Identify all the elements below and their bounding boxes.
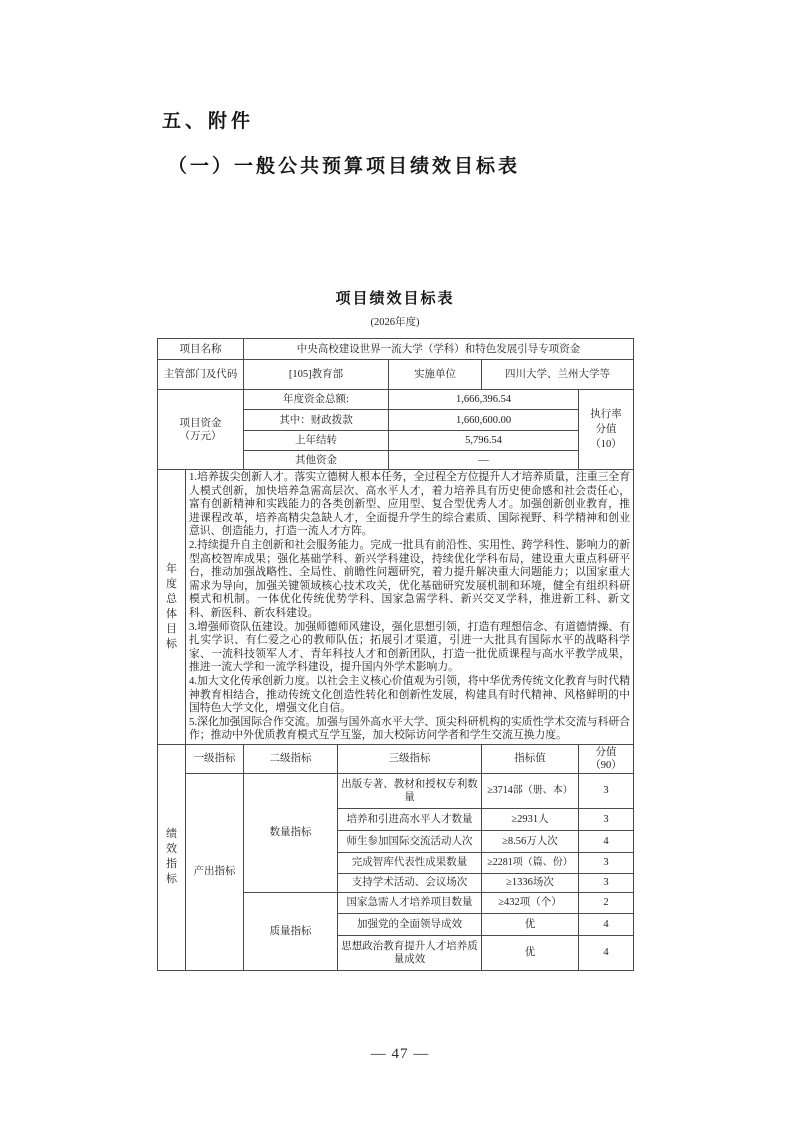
dept-label: 主管部门及代码 — [158, 360, 244, 390]
level1-output: 产出指标 — [186, 773, 244, 970]
indicator-name: 国家急需人才培养项目数量 — [338, 892, 482, 913]
indicators-label: 绩效指标 — [158, 744, 186, 970]
indicator-name: 培养和引进高水平人才数量 — [338, 808, 482, 830]
indicator-score: 2 — [579, 892, 634, 913]
funds-row-name: 年度资金总额: — [244, 390, 389, 410]
header-level1: 一级指标 — [186, 744, 244, 773]
performance-target-table — [157, 338, 634, 971]
indicator-score: 3 — [579, 873, 634, 892]
indicator-name: 支持学术活动、会议场次 — [338, 873, 482, 892]
subsection-heading: （一）一般公共预算项目绩效目标表 — [168, 156, 521, 177]
table-row — [158, 339, 634, 360]
indicator-score: 3 — [579, 808, 634, 830]
indicator-score: 3 — [579, 852, 634, 873]
indicator-target: ≥3714部（册、本） — [482, 773, 579, 808]
indicator-target: ≥2931人 — [482, 808, 579, 830]
indicator-score: 4 — [579, 935, 634, 970]
indicator-target: ≥2281项（篇、份） — [482, 852, 579, 873]
indicator-name: 完成智库代表性成果数量 — [338, 852, 482, 873]
funds-label: 项目资金 （万元） — [158, 390, 244, 470]
indicator-row — [158, 773, 634, 808]
indicator-score: 4 — [579, 913, 634, 935]
table-row — [158, 470, 634, 745]
indicator-name: 加强党的全面领导成效 — [338, 913, 482, 935]
funds-row-value: 1,660,600.00 — [389, 410, 579, 431]
indicator-header-row — [158, 744, 634, 773]
indicator-score: 4 — [579, 830, 634, 852]
table-title: 项目绩效目标表 — [335, 291, 455, 307]
funds-row-value: 1,666,396.54 — [389, 390, 579, 410]
level2-quality: 质量指标 — [244, 892, 338, 970]
page-number: — 47 — — [370, 1046, 430, 1062]
indicator-score: 3 — [579, 773, 634, 808]
indicator-target: ≥432项（个） — [482, 892, 579, 913]
indicator-target: 优 — [482, 935, 579, 970]
header-level3: 三级指标 — [338, 744, 482, 773]
annual-goal-label: 年度总体目标 — [158, 470, 186, 745]
dept-value: [105]教育部 — [244, 360, 389, 390]
impl-unit-label: 实施单位 — [389, 360, 482, 390]
annual-goal-text: 1.培养拔尖创新人才。落实立德树人根本任务，全过程全方位提升人才培养质量，注重三全育人模式创新，加快培养急需高层次、高水平人才，着力培养具有历史使命感和社会责任心，富有创新精神和实践能力的各类创新型、应用型、复合型优秀人才。加强创新创业教育，推进课程改革，培养高精尖急缺人才，全面提升学生的综合素质、国际视野、科学精神和创业意识、创造能力，打造一流人才方阵。 2.持续提升自主创新和社会服务能力。完成一批具有前沿性、实用性、跨学科性、影响力的新型高校智库成果；强化基础学科、新兴学科建设，持续优化学科布局，建设重大重点科研平台，推动加强战略性、全局性、前瞻性问题研究，着力提升解决重大问题能力；以国家重大需求为导向，加强关键领域核心技术攻关，优化基础研究发展机制和环境，健全有组织科研模式和机制。一体优化传统优势学科、国家急需学科、新兴交叉学科，推进新工科、新文科、新医科、新农科建设。 3.增强师资队伍建设。加强师德师风建设，强化思想引领，打造有理想信念、有道德情操、有扎实学识、有仁爱之心的教师队伍；拓展引才渠道，引进一大批具有国际水平的战略科学家、一流科技领军人才、青年科技人才和创新团队，打造一批优质课程与高水平教学成果，推进一流大学和一流学科建设，提升国内外学术影响力。 4.加大文化传承创新力度。以社会主义核心价值观为引领，将中华优秀传统文化教育与时代精神教育相结合，推动传统文化创造性转化和创新性发展，构建具有时代精神、风格鲜明的中国特色大学文化，增强文化自信。 5.深化加强国际合作交流。加强与国外高水平大学、顶尖科研机构的实质性学术交流与科研合作；推动中外优质教育模式互学互鉴，加大校际访问学者和学生交流互换力度。 — [186, 470, 634, 745]
funds-row-value: — — [389, 451, 579, 470]
impl-unit-value: 四川大学、兰州大学等 — [482, 360, 634, 390]
indicator-name: 出版专著、教材和授权专利数量 — [338, 773, 482, 808]
level2-quantity: 数量指标 — [244, 773, 338, 892]
indicator-name: 师生参加国际交流活动人次 — [338, 830, 482, 852]
project-name-value: 中央高校建设世界一流大学（学科）和特色发展引导专项资金 — [244, 339, 634, 360]
execution-rate-score: 执行率 分值 （10） — [579, 390, 634, 470]
header-target: 指标值 — [482, 744, 579, 773]
funds-row-name: 上年结转 — [244, 431, 389, 451]
funds-row-value: 5,796.54 — [389, 431, 579, 451]
funds-row-name: 其中：财政拨款 — [244, 410, 389, 431]
indicator-target: ≥8.56万人次 — [482, 830, 579, 852]
funds-row-name: 其他资金 — [244, 451, 389, 470]
header-score: 分值 （90） — [579, 744, 634, 773]
header-level2: 二级指标 — [244, 744, 338, 773]
indicator-name: 思想政治教育提升人才培养质量成效 — [338, 935, 482, 970]
section-heading: 五、附件 — [162, 111, 255, 132]
table-row — [158, 390, 634, 410]
table-row — [158, 360, 634, 390]
indicator-target: 优 — [482, 913, 579, 935]
table-subtitle: (2026年度) — [370, 317, 420, 328]
indicator-target: ≥1336场次 — [482, 873, 579, 892]
project-name-label: 项目名称 — [158, 339, 244, 360]
